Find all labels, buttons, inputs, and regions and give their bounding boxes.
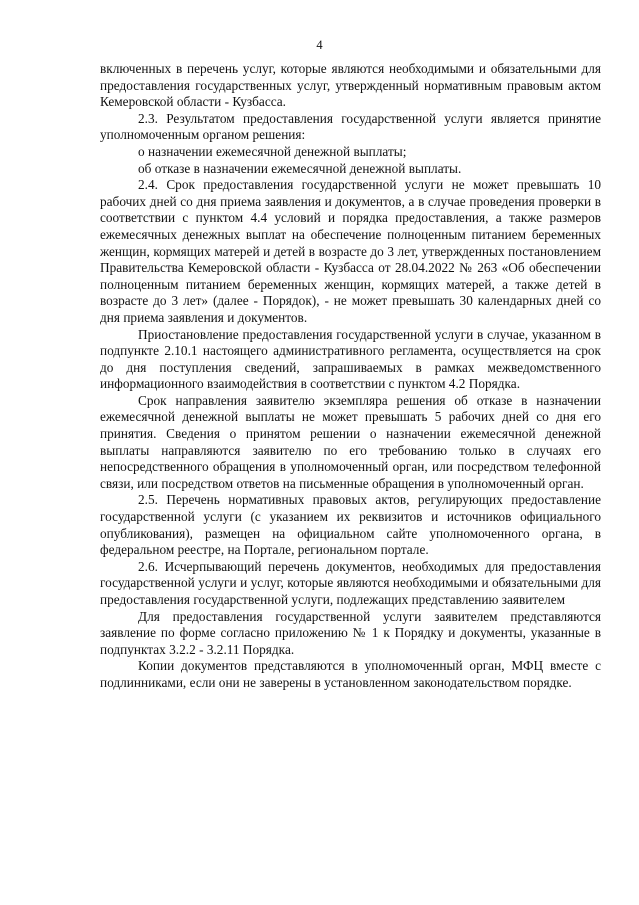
- paragraph-suspension: Приостановление предоставления государственной услуги в случае, указанном в подпункте 2.10.1 настоящего административного регламента, осуществляется на срок до дня поступления сведений, запрашиваемых в рамках межведомственного информационного взаимодействия в соответствии с пунктом 4.2 Порядка.: [100, 326, 601, 392]
- paragraph-2-6: 2.6. Исчерпывающий перечень документов, необходимых для предоставления государственной услуги и услуг, которые являются необходимыми и обязательными для предоставления государственной услуги, подлежащих представлению заявителем: [100, 558, 601, 607]
- paragraph-2-4: 2.4. Срок предоставления государственной услуги не может превышать 10 рабочих дней со дня приема заявления и документов, а в случае проведения проверки в соответствии с пунктом 4.4 условий и порядка предоставления, а также размеров ежемесячных денежных выплат на обеспечение полноценным питанием беременных женщин, кормящих матерей и детей в возрасте до 3 лет, утвержденных постановлением Правительства Кемеровской области - Кузбасса от 28.04.2022 № 263 «Об обеспечении полноценным питанием беременных женщин, кормящих матерей, а также детей в возрасте до 3 лет» (далее - Порядок), - не может превышать 30 календарных дней со дня приема заявления и документов.: [100, 177, 601, 325]
- paragraph-decision-assign: о назначении ежемесячной денежной выплаты;: [138, 143, 407, 159]
- paragraph-2-5: 2.5. Перечень нормативных правовых актов, регулирующих предоставление государственной услуги (с указанием их реквизитов и источников официального опубликования), размещен на официальном сайте уполномоченного органа, в федеральном реестре, на Портале, региональном портале.: [100, 492, 601, 558]
- paragraph-decision-refuse: об отказе в назначении ежемесячной денежной выплаты.: [138, 160, 462, 176]
- paragraph-document-copies: Копии документов представляются в уполномоченный орган, МФЦ вместе с подлинниками, если они не заверены в установленном законодательством порядке.: [100, 658, 601, 690]
- paragraph-application-form: Для предоставления государственной услуги заявителем представляются заявление по форме согласно приложению № 1 к Порядку и документы, указанные в подпунктах 3.2.2 - 3.2.11 Порядка.: [100, 608, 601, 657]
- paragraph-2-3: 2.3. Результатом предоставления государственной услуги является принятие уполномоченным органом решения:: [100, 110, 601, 143]
- paragraph-continuation: включенных в перечень услуг, которые являются необходимыми и обязательными для предоставления государственных услуг, утвержденный нормативным правовым актом Кемеровской области - Кузбасса.: [100, 61, 601, 110]
- document-body: [100, 61, 601, 692]
- paragraph-refusal-term: Срок направления заявителю экземпляра решения об отказе в назначении ежемесячной денежной выплаты не может превышать 5 рабочих дней со дня его принятия. Сведения о принятом решении о назначении ежемесячной денежной выплаты направляются заявителю по его требованию только в случаях его непосредственного обращения в уполномоченный орган, или посредством телефонной связи, или посредством ответов на письменные обращения в уполномоченный орган.: [100, 392, 601, 491]
- page-number: 4: [316, 38, 323, 52]
